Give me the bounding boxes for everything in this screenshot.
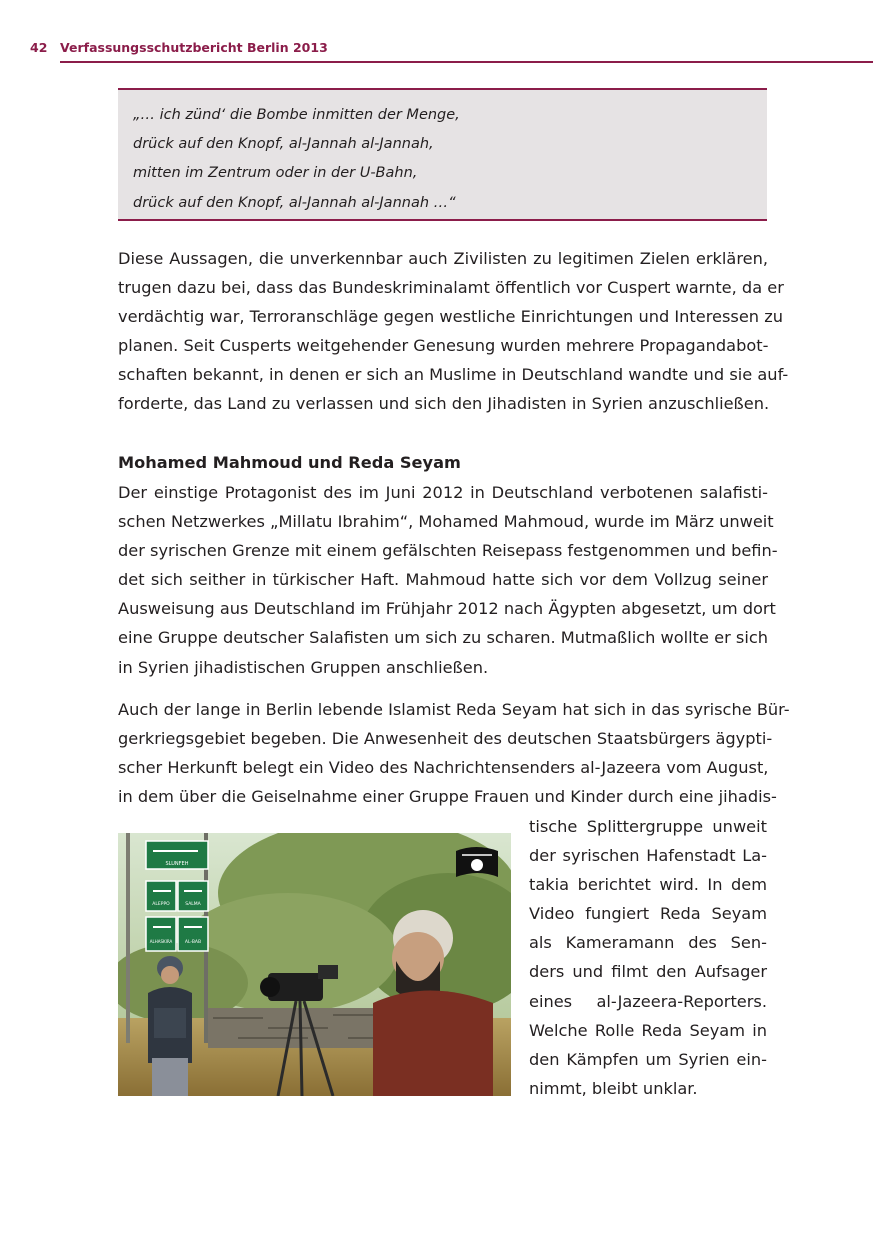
paragraph-cuspert [118, 244, 789, 419]
text-line: ders und filmt den Aufsager [529, 962, 767, 982]
text-line: schaften bekannt, in denen er sich an Muslime in Deutschland wandte und sie auf- [118, 365, 789, 385]
page-header [30, 38, 873, 62]
quote-line: „… ich zünd‘ die Bombe inmitten der Menge, [133, 107, 460, 123]
quote-line: mitten im Zentrum oder in der U-Bahn, [133, 165, 418, 182]
text-line: der syrischen Grenze mit einem gefälschten Reisepass festgenommen und befin- [118, 541, 778, 561]
black-flag-icon [456, 847, 498, 877]
text-line: trugen dazu bei, dass das Bundeskriminalamt öffentlich vor Cuspert warnte, da er [118, 278, 784, 298]
text-line: Welche Rolle Reda Seyam in [529, 1020, 767, 1040]
text-line: planen. Seit Cusperts weitgehender Genesung wurden mehrere Propagandabot- [118, 336, 769, 356]
text-line: Ausweisung aus Deutschland im Frühjahr 2012 nach Ägypten abgesetzt, um dort [118, 599, 776, 619]
header-rule [60, 61, 873, 63]
text-line: nimmt, bleibt unklar. [529, 1078, 698, 1098]
text-line: verdächtig war, Terroranschläge gegen westliche Einrichtungen und Interessen zu [118, 307, 783, 327]
text-line: in dem über die Geiselnahme einer Gruppe Frauen und Kinder durch eine jihadis- [118, 787, 777, 807]
text-line: scher Herkunft belegt ein Video des Nachrichtensenders al-Jazeera vom August, [118, 758, 769, 778]
paragraph-seyam-wrap [529, 812, 767, 1103]
text-line: Der einstige Protagonist des im Juni 2012 in Deutschland verbotenen salafisti- [118, 483, 768, 502]
text-line: gerkriegsgebiet begeben. Die Anwesenheit des deutschen Staatsbürgers ägypti- [118, 729, 773, 749]
text-line: Video fungiert Reda Seyam [529, 904, 767, 924]
text-line: den Kämpfen um Syrien ein- [529, 1049, 767, 1069]
text-line: forderte, das Land zu verlassen und sich den Jihadisten in Syrien anzuschließen. [118, 394, 770, 414]
text-line: Diese Aussagen, die unverkennbar auch Zivilisten zu legitimen Zielen erklären, [118, 249, 768, 268]
text-line: eines al-Jazeera-Reporters. [529, 991, 767, 1011]
section-heading: Mohamed Mahmoud und Reda Seyam [118, 453, 461, 472]
text-line: det sich seither in türkischer Haft. Mahmoud hatte sich vor dem Vollzug seiner [118, 570, 768, 590]
text-line: schen Netzwerkes „Millatu Ibrahim“, Mohamed Mahmoud, wurde im März unweit [118, 512, 774, 532]
page-number: 42 [30, 40, 48, 55]
video-still-photo [118, 833, 511, 1096]
text-line: takia berichtet wird. In dem [529, 875, 767, 895]
sign-text: SLUNFEH [165, 861, 189, 867]
text-line: als Kameramann des Sen- [529, 933, 767, 953]
quote-box [118, 88, 767, 221]
text-line: der syrischen Hafenstadt La- [529, 846, 767, 866]
text-line: tische Splittergruppe unweit [529, 817, 767, 836]
text-line: in Syrien jihadistischen Gruppen anschließen. [118, 657, 489, 677]
text-line: eine Gruppe deutscher Salafisten um sich zu scharen. Mutmaßlich wollte er sich [118, 628, 768, 648]
sign-text: ALEPPO [152, 902, 170, 907]
sign-text: AL-BAB [184, 940, 202, 945]
sign-text: SALMA [185, 902, 201, 907]
text-line: Auch der lange in Berlin lebende Islamist Reda Seyam hat sich in das syrische Bür- [118, 700, 790, 719]
quote-line: drück auf den Knopf, al-Jannah al-Jannah …“ [133, 194, 456, 211]
sign-text: ALHASKIRA [149, 939, 173, 944]
paragraph-seyam [118, 695, 790, 811]
photo-illustration [118, 833, 511, 1096]
paragraph-mahmoud [118, 478, 778, 682]
quote-line: drück auf den Knopf, al-Jannah al-Jannah, [133, 136, 434, 153]
running-title: Verfassungsschutzbericht Berlin 2013 [60, 40, 328, 55]
